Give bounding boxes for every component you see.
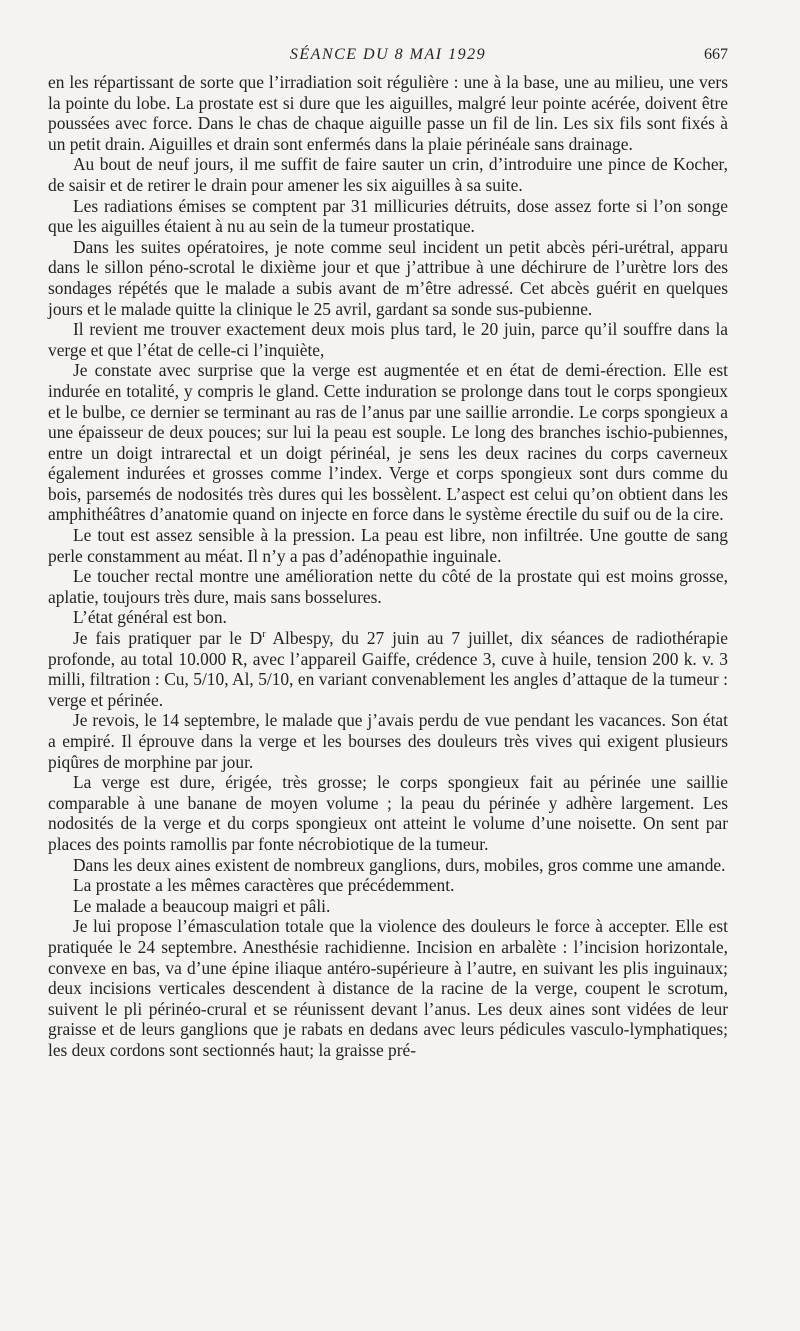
paragraph: Je lui propose l’émasculation totale que la violence des douleurs le force à accepter. Elle est pratiquée le 24 septembre. Anesthésie rachidienne. Incision en arbalète : l’incision horizontale, convexe en bas, va d’une épine iliaque antéro-supérieure à l’autre, en suivant les plis inguinaux; deux incisions verticales descendent à distance de la racine de la verge, coupent le scrotum, suivent le pli périnéo-crural et se réunissent devant l’anus. Les deux aines sont vidées de leur graisse et de leurs ganglions que je rabats en dedans avec leurs pédicules vasculo-lymphatiques; les deux cordons sont sectionnés haut; la graisse pré-	[48, 916, 728, 1060]
page-number: 667	[704, 46, 728, 63]
body-text	[48, 72, 728, 1061]
paragraph: Je revois, le 14 septembre, le malade que j’avais perdu de vue pendant les vacances. Son état a empiré. Il éprouve dans la verge et les bourses des douleurs très vives qui exigent plusieurs piqûres de morphine par jour.	[48, 710, 728, 772]
paragraph: Au bout de neuf jours, il me suffit de faire sauter un crin, d’introduire une pince de Kocher, de saisir et de retirer le drain pour amener les six aiguilles à sa suite.	[48, 154, 728, 195]
doctor-abbrev-sup: r	[262, 629, 266, 641]
paragraph: Dans les suites opératoires, je note comme seul incident un petit abcès péri-urétral, apparu dans le sillon péno-scrotal le dixième jour et que j’attribue à une déchirure de l’urètre lors des sondages répétés que le malade a subis avant de m’être adressé. Cet abcès guérit en quelques jours et le malade quitte la clinique le 25 avril, gardant sa sonde sus-pubienne.	[48, 236, 728, 319]
paragraph: La verge est dure, érigée, très grosse; le corps spongieux fait au périnée une saillie comparable à une banane de moyen volume ; la peau du périnée y adhère largement. Les nodosités de la verge et du corps spongieux ont atteint le volume d’une noisette. On sent par places des points ramollis par fonte nécrobiotique de la tumeur.	[48, 772, 728, 854]
paragraph: en les répartissant de sorte que l’irradiation soit régulière : une à la base, une au milieu, une vers la pointe du lobe. La prostate est si dure que les aiguilles, malgré leur pointe acérée, doivent être poussées avec force. Dans le chas de chaque aiguille passe un fil de lin. Les six fils sont fixés à un petit drain. Aiguilles et drain sont enfermés dans la plaie périnéale sans drainage.	[48, 72, 728, 154]
paragraph: L’état général est bon.	[73, 607, 227, 628]
paragraph: Le malade a beaucoup maigri et pâli.	[73, 895, 331, 916]
paragraph: La prostate a les mêmes caractères que précédemment.	[73, 875, 455, 896]
document-page	[48, 42, 728, 1061]
paragraph: Les radiations émises se comptent par 31 millicuries détruits, dose assez forte si l’on songe que les aiguilles étaient à nu au sein de la tumeur prostatique.	[48, 195, 728, 237]
paragraph: Dans les deux aines existent de nombreux ganglions, durs, mobiles, gros comme une amande.	[73, 854, 726, 875]
running-title: SÉANCE DU 8 MAI 1929	[289, 46, 487, 63]
paragraph: Je constate avec surprise que la verge est augmentée et en état de demi-érection. Elle est indurée en totalité, y compris le gland. Cette induration se prolonge dans tout le corps spongieux et le bulbe, ce dernier se terminant au ras de l’anus par une saillie arrondie. Le corps spongieux a une épaisseur de deux pouces; sur lui la peau est souple. Le long des branches ischio-pubiennes, entre un doigt intrarectal et un doigt périnéal, je sens les deux racines du corps caverneux également indurées et grosses comme l’index. Verge et corps spongieux sont durs comme du bois, parsemés de nodosités très dures qui les bossèlent. L’aspect est celui qu’on obtient dans les amphithéâtres d’anatomie quand on injecte en force dans le système érectile du suif ou de la cire.	[48, 360, 728, 525]
paragraph: Il revient me trouver exactement deux mois plus tard, le 20 juin, parce qu’il souffre dans la verge et que l’état de celle-ci l’inquiète,	[48, 319, 728, 360]
running-header	[48, 42, 728, 72]
paragraph-radio-rest: Albespy, du 27 juin au 7 juillet, dix séances de radiothérapie profonde, au total 10.000 R, avec l’appareil Gaiffe, crédence 3, cuve à huile, tension 200 k. v. 3 milli, filtration : Cu, 5/10, Al, 5/10, en variant convenablement les angles d’attaque de la tumeur : verge et périnée.	[48, 628, 728, 710]
paragraph-radio-start: Je fais pratiquer par le D	[73, 628, 263, 649]
paragraph: Le toucher rectal montre une amélioration nette du côté de la prostate qui est moins grosse, aplatie, toujours très dure, mais sans bosselures.	[48, 566, 728, 607]
paragraph: Le tout est assez sensible à la pression. La peau est libre, non infiltrée. Une goutte de sang perle constamment au méat. Il n’y a pas d’adénopathie inguinale.	[48, 525, 728, 566]
paragraph-radiotherapy	[48, 628, 728, 710]
